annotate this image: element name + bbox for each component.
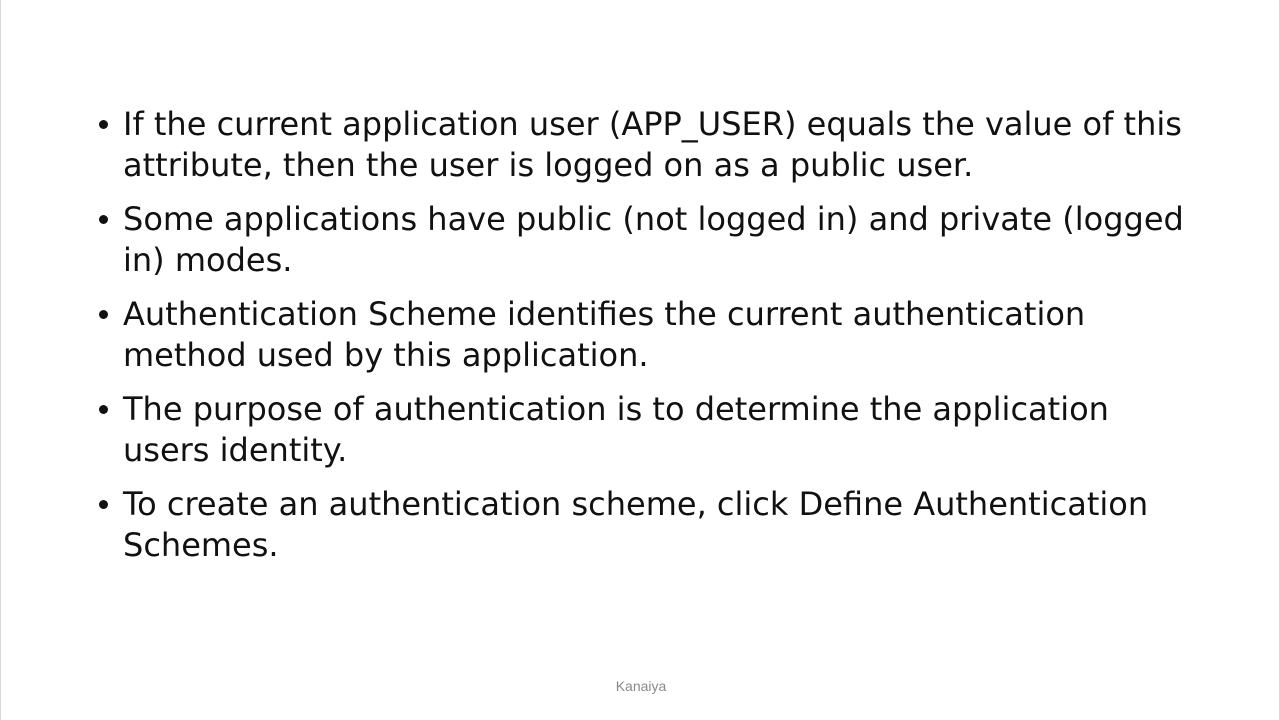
bullet-item [97, 484, 1187, 566]
bullet-text: To create an authentication scheme, click Define Authentication Schemes. [123, 485, 1149, 564]
bullet-item [97, 389, 1187, 471]
bullet-text: Some applications have public (not logged in) and private (logged in) modes. [123, 200, 1184, 279]
bullet-dot-icon [99, 500, 108, 509]
bullet-dot-icon [99, 310, 108, 319]
bullet-text: The purpose of authentication is to determine the application users identity. [123, 390, 1109, 469]
bullet-item [97, 294, 1187, 376]
bullet-dot-icon [99, 120, 108, 129]
footer-watermark: Kanaiya [615, 678, 667, 694]
bullet-item [97, 199, 1187, 281]
bullet-item [97, 104, 1187, 186]
bullet-list [97, 104, 1187, 579]
bullet-text: Authentication Scheme identifies the current authentication method used by this application. [123, 295, 1086, 374]
bullet-dot-icon [99, 215, 108, 224]
bullet-dot-icon [99, 405, 108, 414]
bullet-text: If the current application user (APP_USER) equals the value of this attribute, then the user is logged on as a public user. [123, 105, 1182, 184]
